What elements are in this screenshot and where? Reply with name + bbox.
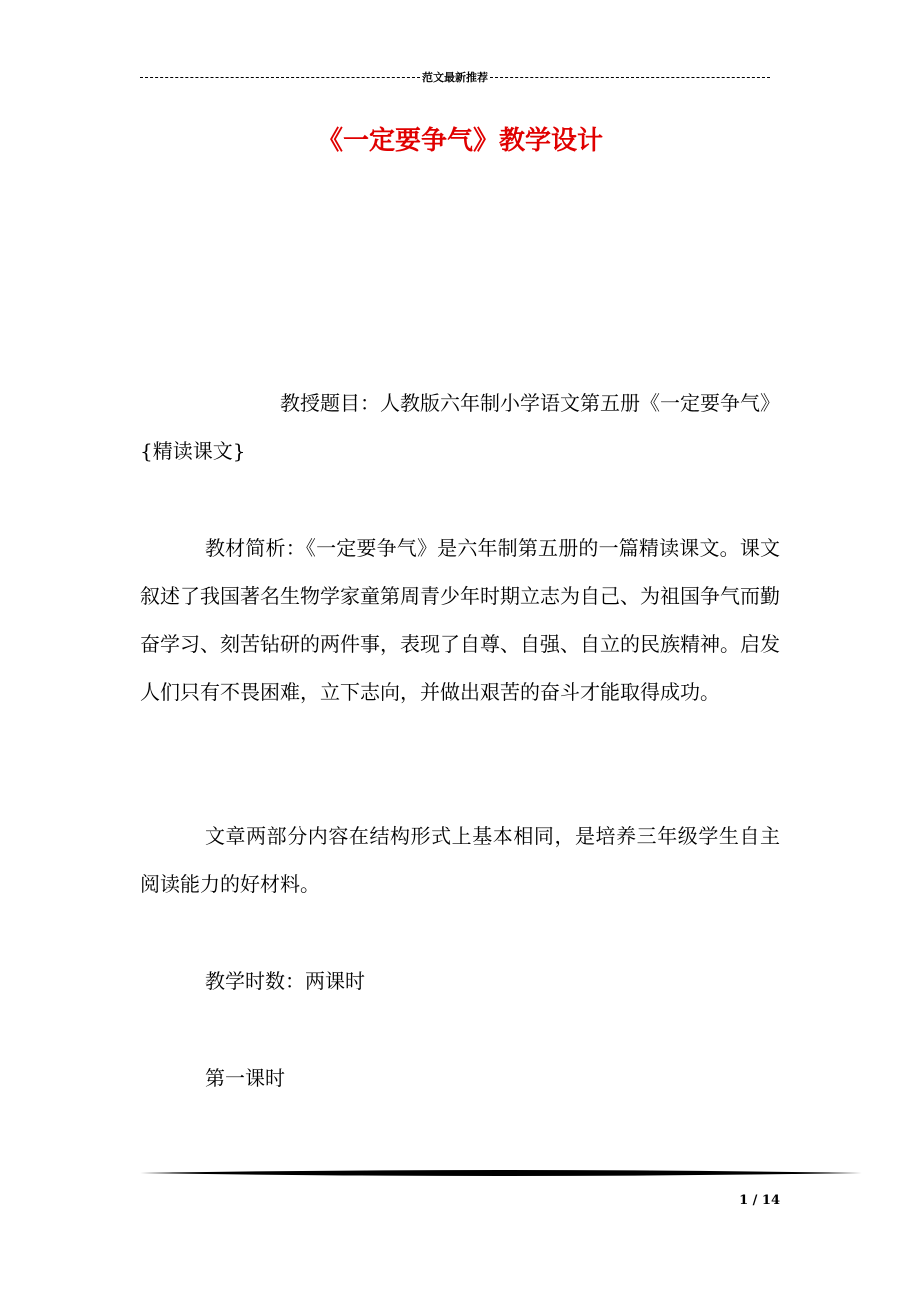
footer-rule [140,1166,862,1180]
paragraph-structure: 文章两部分内容在结构形式上基本相同，是培养三年级学生自主阅读能力的好材料。 [140,824,780,896]
header-text: 范文最新推荐 [422,71,488,84]
page-header [140,69,770,85]
paragraph-hours: 教学时数：两课时 [205,969,365,993]
header-dash-left [140,77,420,78]
paragraph-analysis: 教材简析：《一定要争气》是六年制第五册的一篇精读课文。课文叙述了我国著名生物学家童第周青少年时期立志为自己、为祖国争气而勤奋学习、刻苦钻研的两件事，表现了自尊、自强、自立的民族精神。启发人们只有不畏困难，立下志向，并做出艰苦的奋斗才能取得成功。 [140,536,780,704]
page-number: 1 / 14 [739,1193,780,1208]
paragraph-topic: 教授题目：人教版六年制小学语文第五册《一定要争气》{精读课文} [140,391,780,463]
header-dash-right [490,77,770,78]
document-title: 《一定要争气》教学设计 [316,126,603,156]
paragraph-first-lesson: 第一课时 [205,1066,285,1090]
